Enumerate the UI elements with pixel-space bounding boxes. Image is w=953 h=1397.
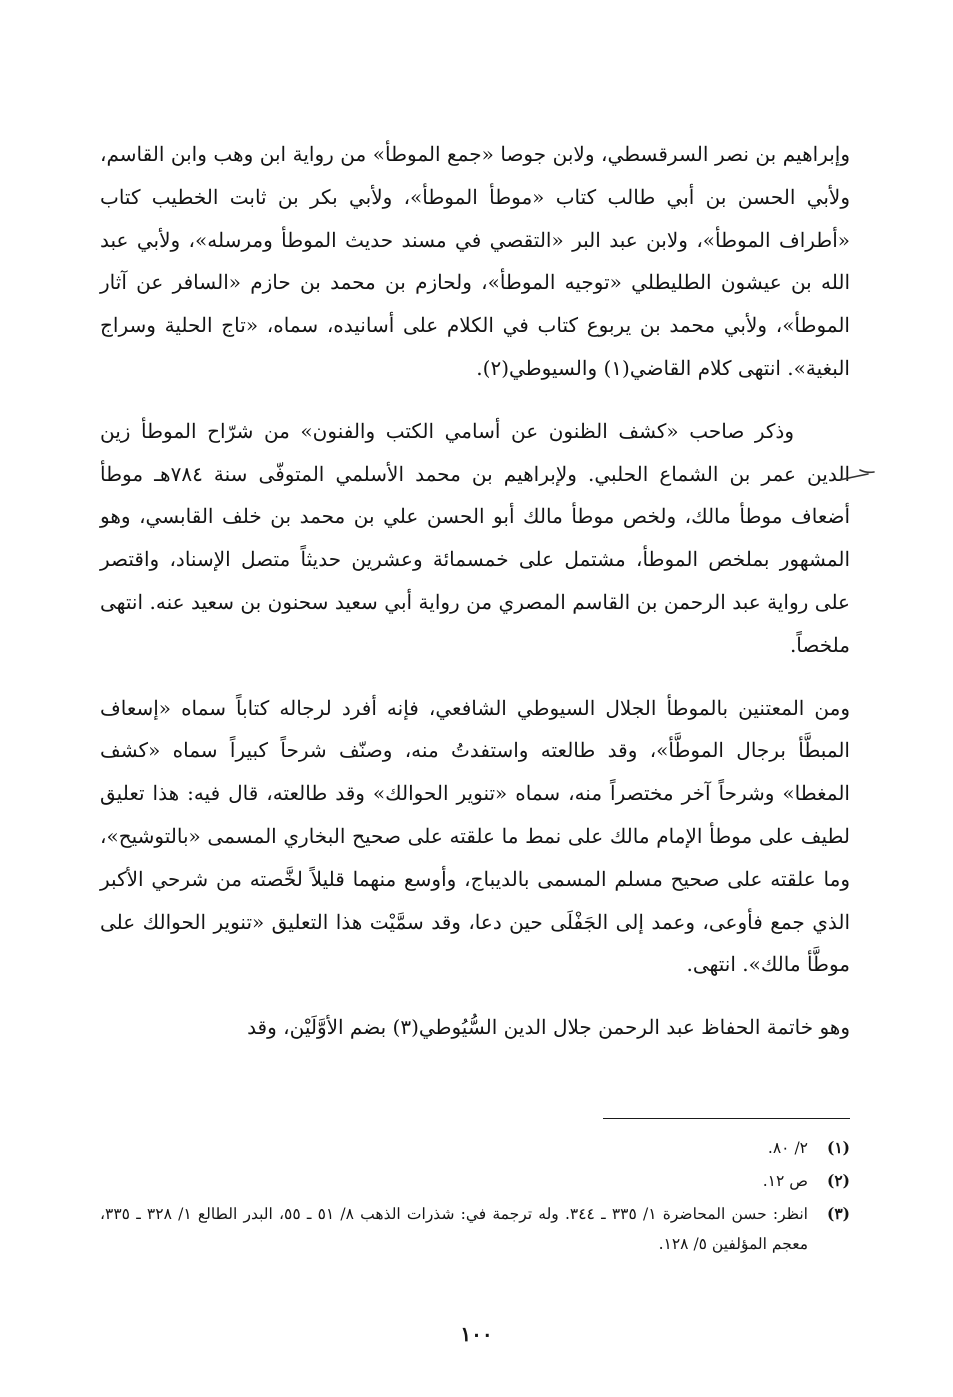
footnote-number: (٣) <box>826 1204 850 1223</box>
paragraph-4: وهو خاتمة الحفاظ عبد الرحمن جلال الدين السُّيُوطي(٣) بضم الأوَّلَيْن، وقد <box>247 1015 850 1040</box>
footnote-text: ص ١٢. <box>762 1172 808 1190</box>
footnote-text: انظر: حسن المحاضرة ١/ ٣٣٥ ـ ٣٤٤. وله ترجمة في: شذرات الذهب ٨/ ٥١ ـ ٥٥، البدر الطالع ١/ ٣٢٨ ـ ٣٣٥، معجم المؤلفين ٥/ ١٢٨. <box>100 1205 808 1253</box>
main-text <box>100 133 850 1069</box>
paragraph-3: ومن المعتنين بالموطأ الجلال السيوطي الشافعي، فإنه أفرد لرجاله كتاباً سماه «إسعاف المبطَّأ برجال الموطَّأ»، وقد طالعته واستفدتُ منه، وصنّف شرحاً كبيراً سماه «كشف المغطا» وشرحاً آخر مختصراً منه، سماه «تنوير الحوالك» وقد طالعته، قال فيه: هذا تعليق لطيف على موطأ الإمام مالك على نمط ما علقته على صحيح البخاري المسمى «بالتوشيح»، وما علقته على صحيح مسلم المسمى بالديباج، وأوسع منهما قليلاً لخَّصته من شرحي الأكبر الذي جمع فأوعى، وعمد إلى الجَفْلَى حين دعا، وقد سمَّيْت هذا التعليق «تنوير الحوالك على موطَّأ مالك». انتهى. <box>100 695 851 977</box>
footnote-number: (٢) <box>826 1171 850 1190</box>
footnote-1 <box>100 1133 850 1163</box>
footnotes <box>100 1133 850 1262</box>
footnote-2 <box>100 1166 850 1196</box>
paragraph-2: وذكر صاحب «كشف الظنون عن أسامي الكتب والفنون» من شرّاح الموطأ زين الدين عمر بن الشماع الحلبي. ولإبراهيم بن محمد الأسلمي المتوفّى سنة ٧٨٤هـ موطأ أضعاف موطأ مالك، ولخص موطأ مالك أبو الحسن علي بن محمد بن خلف القابسي، وهو المشهور بملخص الموطأ، مشتمل على خمسمائة وعشرين حديثاً متصل الإسناد، واقتصر على رواية عبد الرحمن بن القاسم المصري من رواية أبي سعيد سحنون بن سعيد عنه. انتهى ملخصاً. <box>100 418 851 657</box>
paragraph-1: وإبراهيم بن نصر السرقسطي، ولابن جوصا «جمع الموطأ» من رواية ابن وهب وابن القاسم، ولأبي الحسن بن أبي طالب كتاب «موطأ الموطأ»، ولأبي بكر بن ثابت الخطيب كتاب «أطراف الموطأ»، ولابن عبد البر «التقصي في مسند حديث الموطأ ومرسله»، ولأبي عبد الله بن عيشون الطليطلي «توجيه الموطأ»، ولحازم بن محمد بن حازم «السافر عن آثار الموطأ»، ولأبي محمد بن يربوع كتاب في الكلام على أسانيده، سماه، «تاج الحلية وسراج البغية». انتهى كلام القاضي(١) والسيوطي(٢). <box>100 142 850 380</box>
footnote-separator <box>603 1118 850 1119</box>
handwritten-margin-mark <box>838 462 878 486</box>
footnote-text: ٢/ ٨٠. <box>767 1139 808 1157</box>
footnote-3 <box>100 1199 850 1259</box>
page-number: ١٠٠ <box>460 1322 493 1346</box>
footnote-number: (١) <box>826 1138 850 1157</box>
